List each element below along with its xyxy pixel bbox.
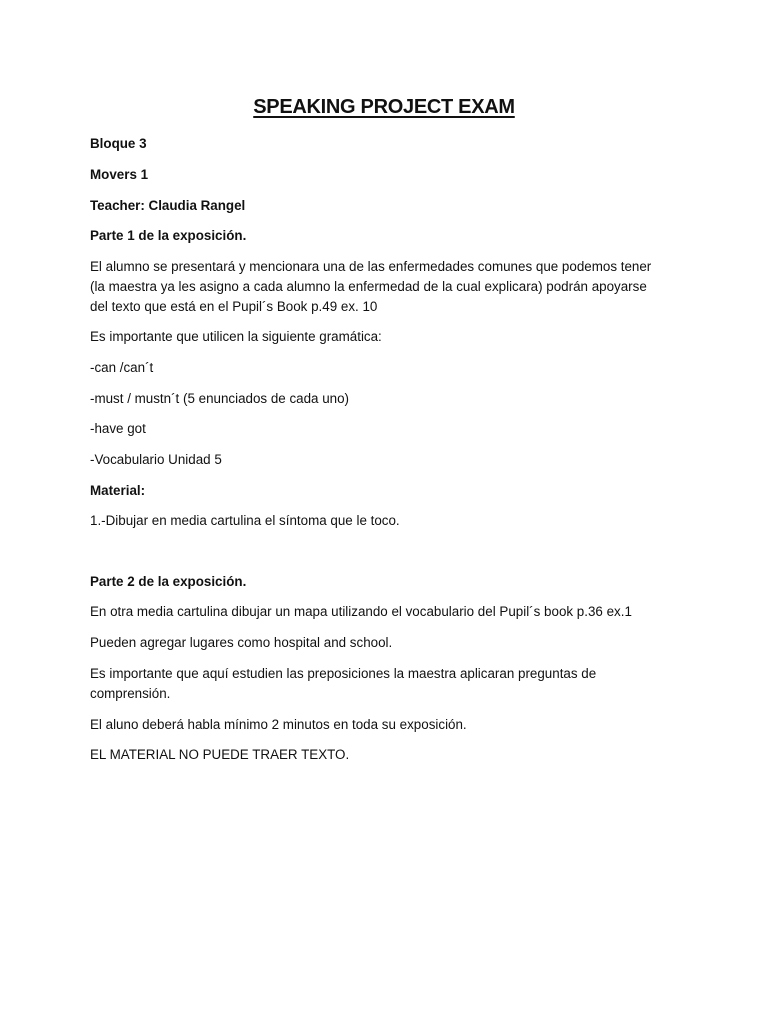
parte2-line: El aluno deberá habla mínimo 2 minutos en toda su exposición. — [90, 717, 467, 732]
grammar-item: -Vocabulario Unidad 5 — [90, 452, 222, 467]
grammar-item: -must / mustn´t (5 enunciados de cada uno) — [90, 391, 350, 406]
parte1-paragraph-line: (la maestra ya les asigno a cada alumno la enfermedad de la cual explicara) podrán apoyarse — [90, 279, 647, 294]
parte2-line: Pueden agregar lugares como hospital and school. — [90, 635, 393, 650]
parte1-paragraph-line: El alumno se presentará y mencionara una de las enfermedades comunes que podemos tener — [90, 259, 652, 274]
parte1-heading: Parte 1 de la exposición. — [90, 228, 247, 243]
teacher-label: Teacher: Claudia Rangel — [90, 198, 246, 213]
material-heading: Material: — [90, 483, 146, 498]
parte2-line: comprensión. — [90, 686, 171, 701]
parte1-paragraph-line: del texto que está en el Pupil´s Book p.49 ex. 10 — [90, 299, 378, 314]
grammar-intro: Es importante que utilicen la siguiente gramática: — [90, 329, 382, 344]
parte2-line: EL MATERIAL NO PUEDE TRAER TEXTO. — [90, 747, 350, 762]
grammar-item: -can /can´t — [90, 360, 154, 375]
material-item: 1.-Dibujar en media cartulina el síntoma que le toco. — [90, 513, 400, 528]
grammar-item: -have got — [90, 421, 146, 436]
parte2-line: Es importante que aquí estudien las preposiciones la maestra aplicaran preguntas de — [90, 666, 597, 681]
parte2-heading: Parte 2 de la exposición. — [90, 574, 247, 589]
bloque-label: Bloque 3 — [90, 136, 147, 151]
document-title: SPEAKING PROJECT EXAM — [253, 96, 515, 118]
parte2-line: En otra media cartulina dibujar un mapa utilizando el vocabulario del Pupil´s book p.36 ex.1 — [90, 604, 632, 619]
level-label: Movers 1 — [90, 167, 149, 182]
